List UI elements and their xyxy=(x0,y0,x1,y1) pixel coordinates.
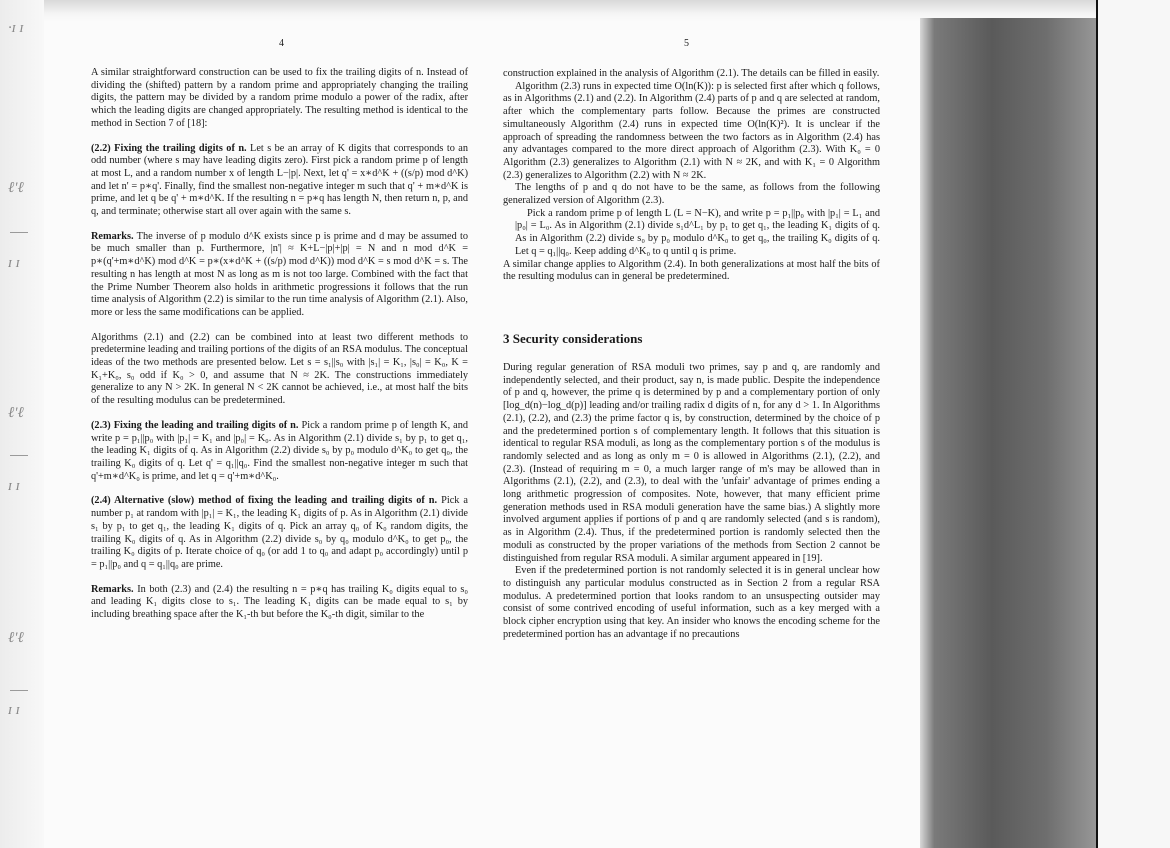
paragraph: Even if the predetermined portion is not randomly selected it is in general unclear how to distinguish any particular modulus constructed as in Section 2 from a regular RSA modulus. A predetermined portion that looks random to an unsuspecting outsider may consist of some contrived encoding of useful information, such as a key merged with a block cipher encryption using that key. An insider who knows the encoding scheme for the predetermined portion has an advantage if no precautions xyxy=(503,565,880,640)
scan-page-edge xyxy=(1096,0,1098,848)
paragraph: The lengths of p and q do not have to be the same, as follows from the following generalized version of Algorithm (2.3). xyxy=(503,182,880,207)
right-page-number: 5 xyxy=(684,38,689,49)
scan-right-shadow xyxy=(920,18,1100,848)
paragraph: During regular generation of RSA moduli two primes, say p and q, are randomly and independently selected, and their product, say n, is made public. Despite the independence of p and q, however, the prime q is determined by p and a complementary portion of only [log_d(n)−log_d(p)] leading and/or trailing radix d digits of n, for any d > 1. In Algorithms (2.1), (2.2), and (2.3) the prime factor q is, by construction, determined by the choice of p and the predetermined portion s of complementary length. It follows that this situation is identical to regular RSA moduli, as long as the complementary portion s of the modulus is randomly selected and as long as only m = 0 is allowed in Algorithms (2.1), (2.2), and (2.3). (Instead of requiring m = 0, a much larger range of m's may be allowed than in Algorithms (2.1), (2.2), and (2.3), to deal with the 'unfair' advantage of primes ending a long arithmetic progression of composites. Note, however, that many efficient prime generation methods used in RSA moduli generation have the same bias.) A slightly more involved argument applies if portions of p and q are randomly selected (and s is random), as in Algorithm (2.4). Thus, if the predetermined portion is randomly selected then the moduli as constructed by the proper variations of the methods from Section 2 cannot be distinguished from regular RSA moduli. A similar argument appeared in [19]. xyxy=(503,362,880,564)
paragraph-heading: (2.3) Fixing the leading and trailing digits of n. xyxy=(91,419,299,431)
scan-left-gutter xyxy=(0,0,44,848)
paragraph: Remarks. The inverse of p modulo d^K exists since p is prime and d may be assumed to be much smaller than p. Furthermore, |n'| ≈ K+L−|p|+|p| = N and n mod d^K = p∗(q'+m∗d^K) mod d^K = p∗(x∗d^K + ((s/p) mod d^K)) mod d^K = s mod d^K = s. The resulting n has length at most N as long as m is not too large. Combined with the fact that the Prime Number Theorem also holds in arithmetic progressions it follows that the run time analysis of Algorithm (2.2) is similar to the run time analysis of Algorithm (2.1). Also, more or less the same modifications can be applied. xyxy=(91,230,468,318)
gutter-mark-line xyxy=(10,232,28,233)
gutter-mark-line xyxy=(10,690,28,691)
paragraph: Remarks. In both (2.3) and (2.4) the resulting n = p∗q has trailing K₀ digits equal to s₀ and leading K₁ digits close to s₁. The leading K₁ digits can be made equal to s₁ by including breathing space after the K₁-th but before the K₀-th digit, similar to the xyxy=(91,583,468,621)
paragraph-heading: (2.4) Alternative (slow) method of fixing the leading and trailing digits of n. xyxy=(91,495,438,507)
paragraph-heading: (2.2) Fixing the trailing digits of n. xyxy=(91,142,247,154)
gutter-mark-glyph: ·ɪ ɪ xyxy=(8,20,24,36)
right-page-text-bottom xyxy=(503,362,880,641)
gutter-mark-glyph: ℓ'ℓ xyxy=(8,630,24,646)
left-page-number: 4 xyxy=(279,38,284,49)
gutter-mark-glyph: ℓ'ℓ xyxy=(8,405,24,421)
paragraph: (2.2) Fixing the trailing digits of n. Let s be an array of K digits that corresponds to an odd number (where s may have leading digits zero). First pick a random prime p of length at most L, and a random number x of length L−|p|. Next, let q' = x∗d^K + ((s/p) mod d^K) and let n' = p∗q'. Finally, find the smallest non-negative integer m such that q' + m∗d^K is prime, and let q be q' + m∗d^K. If the resulting n = p∗q has length N, then return n, p, and q, and terminate; otherwise start all over again with the same s. xyxy=(91,142,468,218)
paragraph: Algorithms (2.1) and (2.2) can be combined into at least two different methods to predetermine leading and trailing portions of the digits of an RSA modulus. The conceptual ideas of the two methods are presented below. Let s = s₁||s₀ with |s₁| = K₁, |s₀| = K₀, K = K₁+K₀, s₀ odd if K₀ > 0, and assume that N ≈ 2K. The constructions immediately generalize to any N > 2K. In general N < 2K cannot be achieved, i.e., at most half the bits of the resulting modulus can be predetermined. xyxy=(91,331,468,407)
left-page-text xyxy=(91,67,468,622)
paragraph: (2.3) Fixing the leading and trailing digits of n. Pick a random prime p of length K, and write p = p₁||p₀ with |p₁| = K₁ and |p₀| = K₀. As in Algorithm (2.1) divide s₁ by p₁ to get q₁, the leading K₁ digits of q. As in Algorithm (2.2) divide s₀ by p₀ modulo d^K₀ to get q₀, the trailing K₀ digits of q. Let q' = q₁||q₀. Find the smallest non-negative integer m such that q'+m∗d^K₀ is prime, and let q = q'+m∗d^K₀. xyxy=(91,419,469,482)
paragraph: A similar straightforward construction can be used to fix the trailing digits of n. Instead of dividing the (shifted) pattern by a random prime and appropriately changing the trailing digits, the pattern may be divided by a random prime modulo a power of the radix, after which the leading digits are changed appropriately. The resulting method is identical to the method in Section 7 of [18]: xyxy=(91,67,468,129)
gutter-mark-glyph: ɪ ɪ xyxy=(8,478,20,494)
right-page-text-top xyxy=(503,68,880,284)
paragraph-heading: Remarks. xyxy=(91,230,134,242)
gutter-mark-glyph: ℓ'ℓ xyxy=(8,180,24,196)
paragraph: Algorithm (2.3) runs in expected time O(ln(K)): p is selected first after which q follows, as in Algorithms (2.1) and (2.2). In Algorithm (2.4) parts of p and q are selected at random, after which the complementary parts follow. Because the primes are constructed simultaneously Algorithm (2.4) runs in expected time O(ln(K)²). It is unclear if the approach of spreading the randomness between the two factors as in Algorithm (2.4) has any advantages compared to the more direct approach of Algorithm (2.3). With K₀ = 0 Algorithm (2.3) generalizes to Algorithm (2.1) with N ≈ 2K, and with K₁ = 0 Algorithm (2.3) generalizes to Algorithm (2.2) with N ≈ 2K. xyxy=(503,80,880,181)
gutter-mark-line xyxy=(10,455,28,456)
paragraph-heading: Remarks. xyxy=(91,583,134,595)
paragraph: Pick a random prime p of length L (L = N−K), and write p = p₁||p₀ with |p₁| = L₁ and |p₀| = L₀. As in Algorithm (2.1) divide s₁d^L₁ by p₁ to get q₁, the leading K₁ digits of q. As in Algorithm (2.2) divide s₀ by p₀ modulo d^K₀ to get q₀, the trailing K₀ digits of q. Let q = q₁||q₀. Keep adding d^K₀ to q until q is prime. xyxy=(515,207,880,257)
gutter-mark-glyph: ɪ ɪ xyxy=(8,702,20,718)
scan-right-margin xyxy=(1096,0,1170,848)
paragraph: (2.4) Alternative (slow) method of fixing the leading and trailing digits of n. Pick a number p₁ at random with |p₁| = K₁, the leading K₁ digits of p. As in Algorithm (2.1) divide s₁ by p₁ to get q₁, the leading K₁ digits of q. Pick an array q₀ of K₀ random digits, the trailing K₀ digits of q. As in Algorithm (2.2) divide s₀ by q₀ modulo d^K₀ to get p₀, the trailing K₀ digits of p. Iterate choice of q₀ (or add 1 to q₀ and adapt p₀ accordingly) until p = p₁||p₀ and q = q₁||q₀ are prime. xyxy=(91,495,468,570)
paragraph: construction explained in the analysis of Algorithm (2.1). The details can be filled in easily. xyxy=(503,68,880,79)
paragraph: A similar change applies to Algorithm (2.4). In both generalizations at most half the bits of the resulting modulus can in general be predetermined. xyxy=(503,258,880,283)
section-heading: 3 Security considerations xyxy=(503,331,643,346)
gutter-mark-glyph: ɪ ɪ xyxy=(8,255,20,271)
